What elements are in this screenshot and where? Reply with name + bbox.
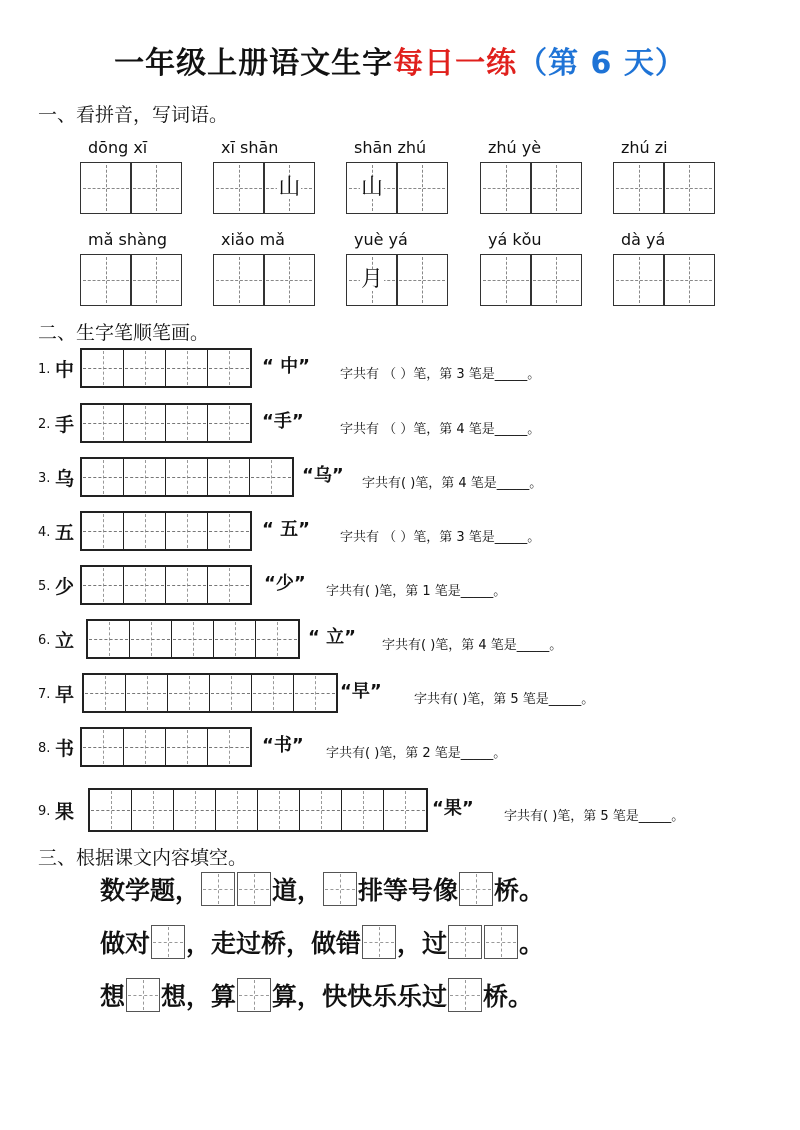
stroke-question: 字共有( )笔，第 2 笔是_____。 — [326, 746, 507, 761]
writing-cell[interactable] — [80, 254, 132, 306]
word-writing-grid — [346, 162, 448, 214]
stroke-cell[interactable] — [208, 567, 250, 603]
stroke-cell[interactable] — [82, 567, 124, 603]
target-char: 果 — [55, 801, 75, 823]
given-char: 山 — [360, 175, 383, 200]
target-char: 立 — [55, 630, 75, 652]
fill-text: 排等号像 — [358, 876, 459, 905]
stroke-cell[interactable] — [172, 621, 214, 657]
stroke-question: 字共有( )笔，第 4 笔是_____。 — [382, 638, 563, 653]
pinyin-label: xī shān — [221, 138, 279, 157]
stroke-cell[interactable] — [124, 567, 166, 603]
stroke-cell[interactable] — [166, 513, 208, 549]
answer-box[interactable] — [484, 925, 518, 959]
target-char: 中 — [55, 359, 75, 381]
stroke-cell[interactable] — [342, 790, 384, 830]
stroke-order-grid — [80, 565, 252, 605]
item-number: 1. — [38, 362, 51, 377]
answer-box[interactable] — [151, 925, 185, 959]
word-writing-grid — [480, 162, 582, 214]
stroke-order-grid — [82, 673, 338, 713]
writing-cell[interactable] — [80, 162, 132, 214]
pinyin-label: shān zhú — [354, 138, 427, 157]
stroke-cell[interactable] — [82, 459, 124, 495]
answer-box[interactable] — [448, 978, 482, 1012]
stroke-question: 字共有 （ ）笔，第 4 笔是_____。 — [340, 422, 541, 437]
item-number: 6. — [38, 633, 51, 648]
pinyin-label: mǎ shàng — [88, 230, 168, 249]
stroke-cell[interactable] — [84, 675, 126, 711]
writing-cell[interactable] — [530, 162, 582, 214]
word-writing-grid — [213, 162, 315, 214]
writing-cell[interactable] — [530, 254, 582, 306]
word-writing-grid — [480, 254, 582, 306]
stroke-cell[interactable] — [82, 405, 124, 441]
stroke-order-grid — [80, 403, 252, 443]
writing-cell[interactable] — [346, 162, 398, 214]
word-writing-grid — [213, 254, 315, 306]
writing-cell[interactable] — [663, 254, 715, 306]
char-quote: “乌” — [302, 465, 344, 486]
writing-cell[interactable] — [263, 254, 315, 306]
stroke-cell[interactable] — [166, 729, 208, 765]
stroke-order-grid — [80, 348, 252, 388]
writing-cell[interactable] — [480, 254, 532, 306]
fill-text: 做对 — [100, 929, 151, 958]
stroke-cell[interactable] — [214, 621, 256, 657]
stroke-cell[interactable] — [88, 621, 130, 657]
word-writing-grid — [613, 162, 715, 214]
stroke-question: 字共有( )笔，第 4 笔是_____。 — [362, 476, 543, 491]
fill-text: 桥。 — [483, 982, 534, 1011]
fill-text: 想 — [100, 982, 126, 1011]
item-number: 2. — [38, 417, 51, 432]
stroke-order-grid — [80, 457, 294, 497]
target-char: 早 — [55, 684, 75, 706]
writing-cell[interactable] — [346, 254, 398, 306]
stroke-question: 字共有 （ ）笔，第 3 笔是_____。 — [340, 367, 541, 382]
pinyin-label: yuè yá — [354, 230, 408, 249]
stroke-cell[interactable] — [210, 675, 252, 711]
stroke-cell[interactable] — [216, 790, 258, 830]
answer-box[interactable] — [448, 925, 482, 959]
stroke-cell[interactable] — [294, 675, 336, 711]
fill-line-2 — [100, 925, 544, 959]
stroke-cell[interactable] — [208, 513, 250, 549]
answer-box[interactable] — [459, 872, 493, 906]
writing-cell[interactable] — [663, 162, 715, 214]
stroke-cell[interactable] — [166, 459, 208, 495]
fill-line-1 — [100, 872, 544, 906]
target-char: 手 — [55, 414, 75, 436]
writing-cell[interactable] — [613, 254, 665, 306]
fill-text: 。 — [519, 929, 545, 958]
given-char: 山 — [278, 175, 301, 200]
answer-box[interactable] — [362, 925, 396, 959]
title-highlight: 每日一练 — [393, 46, 518, 81]
char-quote: “ 中” — [262, 356, 310, 377]
item-number: 5. — [38, 579, 51, 594]
char-quote: “ 五” — [262, 519, 310, 540]
stroke-cell[interactable] — [82, 513, 124, 549]
stroke-cell[interactable] — [124, 729, 166, 765]
stroke-cell[interactable] — [168, 675, 210, 711]
writing-cell[interactable] — [130, 254, 182, 306]
stroke-order-grid — [86, 619, 300, 659]
answer-box[interactable] — [126, 978, 160, 1012]
char-quote: “果” — [432, 798, 474, 819]
stroke-cell[interactable] — [166, 567, 208, 603]
pinyin-label: zhú zi — [621, 138, 668, 157]
target-char: 书 — [55, 738, 75, 760]
stroke-cell[interactable] — [130, 621, 172, 657]
stroke-cell[interactable] — [166, 350, 208, 386]
char-quote: “早” — [340, 681, 382, 702]
section-1-heading: 一、看拼音，写词语。 — [38, 104, 229, 126]
fill-text: 桥。 — [494, 876, 545, 905]
stroke-question: 字共有 （ ）笔，第 3 笔是_____。 — [340, 530, 541, 545]
stroke-cell[interactable] — [124, 513, 166, 549]
char-quote: “少” — [264, 573, 306, 594]
title-day: （第 6 天） — [517, 46, 686, 81]
stroke-order-grid — [88, 788, 428, 832]
stroke-cell[interactable] — [166, 405, 208, 441]
answer-box[interactable] — [201, 872, 235, 906]
writing-cell[interactable] — [213, 254, 265, 306]
fill-text: ，走过桥，做错 — [186, 929, 362, 958]
stroke-cell[interactable] — [82, 350, 124, 386]
title-main: 一年级上册语文生字 — [114, 46, 394, 81]
stroke-cell[interactable] — [132, 790, 174, 830]
page-title — [0, 38, 800, 82]
stroke-cell[interactable] — [208, 350, 250, 386]
stroke-question: 字共有( )笔，第 1 笔是_____。 — [326, 584, 507, 599]
char-quote: “手” — [262, 411, 304, 432]
fill-text: 道， — [272, 876, 323, 905]
stroke-cell[interactable] — [208, 459, 250, 495]
pinyin-label: zhú yè — [488, 138, 542, 157]
item-number: 8. — [38, 741, 51, 756]
writing-cell[interactable] — [396, 254, 448, 306]
stroke-order-grid — [80, 727, 252, 767]
stroke-cell[interactable] — [250, 459, 292, 495]
item-number: 4. — [38, 525, 51, 540]
stroke-cell[interactable] — [300, 790, 342, 830]
item-number: 7. — [38, 687, 51, 702]
answer-box[interactable] — [237, 872, 271, 906]
writing-cell[interactable] — [396, 162, 448, 214]
target-char: 乌 — [55, 468, 75, 490]
stroke-cell[interactable] — [126, 675, 168, 711]
answer-box[interactable] — [237, 978, 271, 1012]
fill-text: 想，算 — [161, 982, 237, 1011]
writing-cell[interactable] — [613, 162, 665, 214]
stroke-cell[interactable] — [124, 405, 166, 441]
writing-cell[interactable] — [263, 162, 315, 214]
section-2-heading: 二、生字笔顺笔画。 — [38, 322, 210, 344]
item-number: 9. — [38, 804, 51, 819]
writing-cell[interactable] — [130, 162, 182, 214]
word-writing-grid — [613, 254, 715, 306]
fill-text: ，过 — [397, 929, 448, 958]
given-char: 月 — [360, 267, 383, 292]
stroke-cell[interactable] — [252, 675, 294, 711]
char-quote: “书” — [262, 735, 304, 756]
fill-line-3 — [100, 978, 533, 1012]
stroke-cell[interactable] — [384, 790, 426, 830]
word-writing-grid — [346, 254, 448, 306]
target-char: 五 — [55, 522, 75, 544]
stroke-question: 字共有( )笔，第 5 笔是_____。 — [414, 692, 595, 707]
stroke-cell[interactable] — [82, 729, 124, 765]
answer-box[interactable] — [323, 872, 357, 906]
writing-cell[interactable] — [480, 162, 532, 214]
stroke-cell[interactable] — [124, 459, 166, 495]
section-3-heading: 三、根据课文内容填空。 — [38, 847, 248, 869]
stroke-cell[interactable] — [124, 350, 166, 386]
stroke-order-grid — [80, 511, 252, 551]
stroke-question: 字共有( )笔，第 5 笔是_____。 — [504, 809, 685, 824]
writing-cell[interactable] — [213, 162, 265, 214]
stroke-cell[interactable] — [208, 405, 250, 441]
char-quote: “ 立” — [308, 627, 356, 648]
word-writing-grid — [80, 162, 182, 214]
pinyin-label: dà yá — [621, 230, 666, 249]
target-char: 少 — [55, 576, 75, 598]
stroke-cell[interactable] — [256, 621, 298, 657]
pinyin-label: dōng xī — [88, 138, 148, 157]
stroke-cell[interactable] — [174, 790, 216, 830]
stroke-cell[interactable] — [208, 729, 250, 765]
pinyin-label: yá kǒu — [488, 230, 542, 249]
stroke-cell[interactable] — [90, 790, 132, 830]
item-number: 3. — [38, 471, 51, 486]
word-writing-grid — [80, 254, 182, 306]
pinyin-label: xiǎo mǎ — [221, 230, 285, 249]
stroke-cell[interactable] — [258, 790, 300, 830]
fill-text: 算，快快乐乐过 — [272, 982, 448, 1011]
fill-text: 数学题， — [100, 876, 201, 905]
